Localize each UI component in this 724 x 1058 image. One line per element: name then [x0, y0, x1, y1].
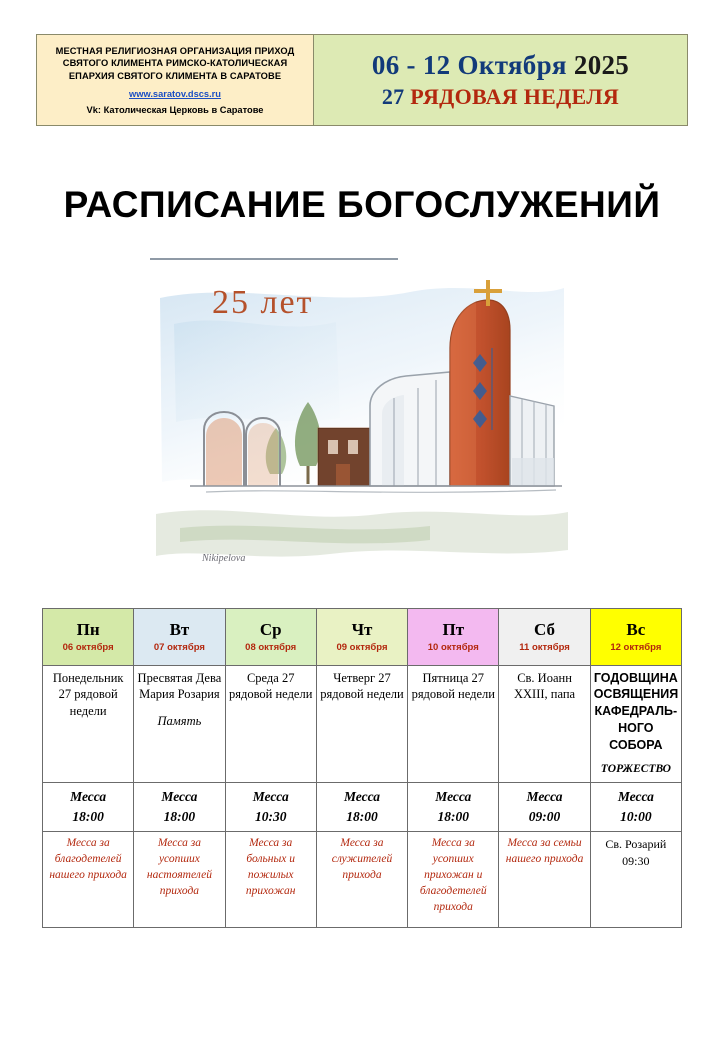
mass-cell-sun — [590, 782, 681, 832]
week-label — [382, 84, 619, 110]
table-header-row — [43, 609, 682, 666]
organization-block — [36, 34, 314, 126]
feast-text-fri: Пятница 27 рядовой недели — [411, 670, 495, 702]
day-date-sun: 12 октября — [610, 641, 662, 653]
mass-label-tue: Месса — [161, 788, 198, 804]
date-range-text: 06 - 12 Октября — [371, 50, 567, 80]
intention-cell-mon: Месса за благодетелей нашего прихода — [43, 832, 134, 928]
feast-text-sun: ГОДОВЩИНА ОСВЯЩЕНИЯ КАФЕДРАЛЬ-НОГО СОБОРА — [593, 670, 679, 752]
week-number: 27 — [381, 84, 405, 109]
day-date-wed: 08 октября — [245, 641, 297, 653]
org-line-1: МЕСТНАЯ РЕЛИГИОЗНАЯ ОРГАНИЗАЦИЯ ПРИХОД — [55, 46, 295, 57]
intention-cell-tue: Месса за усопших настоятелей прихода — [134, 832, 225, 928]
artist-signature: Nikipelova — [202, 553, 246, 564]
feast-cell-sun — [590, 665, 681, 782]
mass-label-wed: Месса — [252, 788, 289, 804]
day-name-sat: Сб — [534, 620, 556, 639]
schedule-table — [42, 608, 682, 928]
mass-cell-sat — [499, 782, 590, 832]
day-name-wed: Ср — [259, 620, 282, 639]
org-website-link[interactable]: www.saratov.dscs.ru — [129, 88, 221, 99]
solemnity-text-sun: ТОРЖЕСТВО — [600, 763, 671, 776]
mass-time-mon: 18:00 — [72, 809, 104, 825]
column-header-mon — [43, 609, 134, 666]
org-line-3: ЕПАРХИЯ СВЯТОГО КЛИМЕНТА В САРАТОВЕ — [68, 70, 282, 81]
mass-time-fri: 18:00 — [437, 809, 470, 825]
feast-cell-sat — [499, 665, 590, 782]
cathedral-svg — [150, 278, 574, 578]
date-range-year: 2025 — [573, 50, 630, 80]
feast-cell-wed — [225, 665, 316, 782]
day-name-tue: Вт — [169, 620, 190, 639]
week-label-text: РЯДОВАЯ НЕДЕЛЯ — [410, 84, 620, 109]
day-date-thu: 09 октября — [336, 641, 388, 653]
feast-cell-tue — [134, 665, 225, 782]
mass-label-sun: Месса — [617, 788, 654, 804]
org-line-2: СВЯТОГО КЛИМЕНТА РИМСКО-КАТОЛИЧЕСКАЯ — [62, 58, 288, 69]
intention-cell-sun: Св. Розарий 09:30 — [590, 832, 681, 928]
day-name-fri: Пт — [442, 620, 465, 639]
document-header — [36, 34, 688, 126]
date-range — [372, 50, 629, 81]
mass-label-mon: Месса — [70, 788, 107, 804]
illustration-rule — [150, 258, 398, 260]
mass-cell-tue — [134, 782, 225, 832]
mass-time-sun: 10:00 — [620, 809, 652, 825]
cathedral-drawing — [150, 278, 574, 578]
mass-time-tue: 18:00 — [163, 809, 196, 825]
org-vk-link[interactable]: Vk: Католическая Церковь в Саратове — [86, 104, 264, 115]
feast-text-mon: Понедельник 27 рядовой недели — [52, 670, 124, 719]
mass-time-thu: 18:00 — [346, 809, 378, 825]
intention-cell-fri: Месса за усопших прихожан и благодетелей прихода — [408, 832, 499, 928]
column-header-thu — [316, 609, 407, 666]
mass-cell-thu — [316, 782, 407, 832]
period-block — [314, 34, 688, 126]
mass-cell-fri — [408, 782, 499, 832]
feast-text-tue: Пресвятая Дева Мария Розария — [137, 670, 222, 702]
table-row-mass-times — [43, 782, 682, 832]
illustration — [150, 256, 574, 586]
mass-label-fri: Месса — [435, 788, 472, 804]
feast-cell-mon — [43, 665, 134, 782]
day-name-thu: Чт — [351, 620, 373, 639]
column-header-fri — [408, 609, 499, 666]
column-header-sat — [499, 609, 590, 666]
mass-time-wed: 10:30 — [254, 809, 287, 825]
intention-cell-thu: Месса за служителей прихода — [316, 832, 407, 928]
feast-cell-fri — [408, 665, 499, 782]
table-row-feast — [43, 665, 682, 782]
day-name-sun: Вс — [626, 620, 646, 639]
anniversary-label: 25 лет — [212, 284, 314, 321]
feast-text-thu: Четверг 27 рядовой недели — [320, 670, 404, 702]
column-header-sun — [590, 609, 681, 666]
mass-cell-wed — [225, 782, 316, 832]
column-header-tue — [134, 609, 225, 666]
mass-label-sat: Месса — [526, 788, 563, 804]
page-title: РАСПИСАНИЕ БОГОСЛУЖЕНИЙ — [63, 184, 661, 225]
mass-time-sat: 09:00 — [528, 809, 561, 825]
column-header-wed — [225, 609, 316, 666]
schedule-table-wrapper — [42, 608, 682, 928]
intention-cell-wed: Месса за больных и пожилых прихожан — [225, 832, 316, 928]
feast-cell-thu — [316, 665, 407, 782]
memory-text-tue: Память — [157, 714, 202, 729]
day-date-fri: 10 октября — [427, 641, 479, 653]
day-date-sat: 11 октября — [519, 641, 570, 653]
feast-text-wed: Среда 27 рядовой недели — [229, 670, 313, 702]
day-date-mon: 06 октября — [62, 641, 114, 653]
feast-text-sat: Св. Иоанн XXIII, папа — [513, 670, 576, 702]
mass-cell-mon — [43, 782, 134, 832]
intention-cell-sat: Месса за семьи нашего прихода — [499, 832, 590, 928]
mass-label-thu: Месса — [343, 788, 380, 804]
table-row-intentions — [43, 832, 682, 928]
day-name-mon: Пн — [76, 620, 100, 639]
day-date-tue: 07 октября — [153, 641, 205, 653]
